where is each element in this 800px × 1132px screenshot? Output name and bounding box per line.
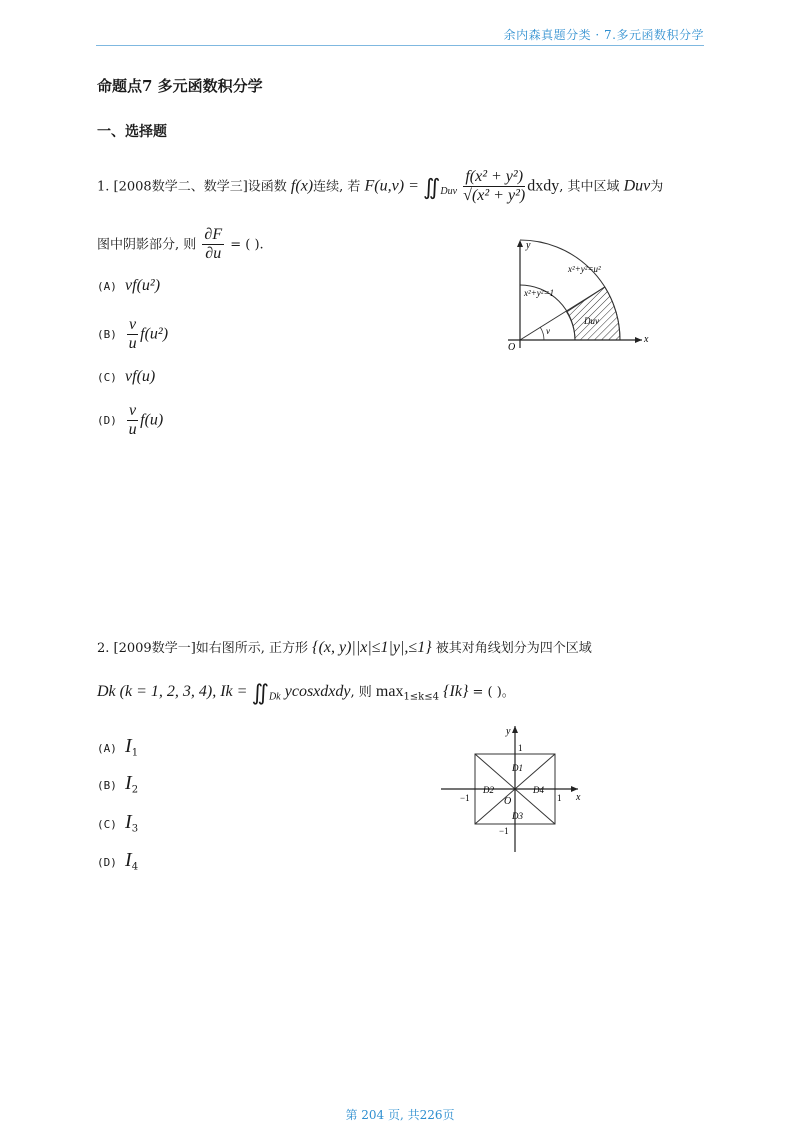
double-integral-sign: ∬ [251, 680, 269, 705]
double-integral-sign: ∬ [423, 174, 441, 200]
q2-option-d[interactable] [97, 849, 138, 873]
option-text: I [125, 849, 132, 871]
option-sub: 2 [131, 784, 139, 796]
q1-figure-quarter-circles [500, 236, 660, 360]
q1-text: = ( ). [230, 237, 264, 253]
option-text: I [125, 772, 132, 794]
option-sub: 1 [131, 747, 139, 759]
q1-option-b[interactable] [97, 316, 168, 354]
option-label: (C) [97, 818, 117, 831]
page-title: 命题点7 多元函数积分学 [97, 77, 263, 95]
option-text: I [125, 811, 132, 833]
option-label: (A) [97, 280, 117, 293]
fig1-outer-label: x²+y²=u² [568, 264, 601, 274]
q2-ik: {Ik} [443, 683, 469, 700]
q2-text: 被其对角线划分为四个区域 [435, 641, 592, 656]
option-den: u [128, 421, 137, 439]
fig2-tick-left: −1 [460, 793, 470, 803]
q1-int-domain: Duv [440, 185, 458, 197]
fig1-x-label: x [644, 334, 649, 345]
q1-option-d[interactable] [97, 402, 163, 440]
option-text: vf(u) [125, 368, 156, 385]
q1-stem-line1 [97, 168, 663, 206]
q1-du: ∂u [205, 245, 222, 263]
page-header: 余内森真题分类 · 7.多元函数积分学 [503, 28, 704, 42]
q1-option-c[interactable] [97, 368, 155, 386]
fig2-d1: D1 [512, 763, 523, 773]
fig2-tick-top: 1 [518, 743, 523, 753]
option-fraction [127, 316, 138, 354]
q2-source: 2. [2009数学一] [97, 641, 196, 656]
option-label: (B) [97, 328, 117, 342]
q1-region: Duv [623, 177, 651, 195]
fig1-origin: O [508, 342, 516, 353]
q1-Fuv: F(u,v) = [364, 177, 419, 195]
y-arrow-icon [512, 726, 518, 733]
q1-partial-fraction [202, 226, 224, 264]
fig2-d3: D3 [512, 811, 523, 821]
fig2-y-label: y [506, 726, 511, 737]
q1-text: 设函数 [247, 179, 287, 195]
option-label: (A) [97, 742, 117, 755]
q1-dxdy: dxdy [527, 177, 560, 195]
q1-den: √(x² + y²) [463, 187, 526, 205]
q2-text: 如右图所示, 正方形 [195, 641, 309, 656]
angle-arc [540, 327, 544, 340]
fig2-tick-right: 1 [557, 793, 562, 803]
q1-option-a[interactable] [97, 277, 160, 295]
q2-stem-line2 [97, 680, 515, 706]
q1-text: , 其中区域 [559, 179, 620, 195]
header-rule [96, 45, 704, 46]
q2-figure-square-diagonals [436, 720, 586, 856]
q2-integrand: ycosxdxdy [284, 683, 351, 700]
q2-max-sub: 1≤k≤4 [403, 691, 439, 703]
fig1-angle-label: v [546, 326, 550, 336]
q1-stem-line2 [97, 226, 264, 264]
fig2-d4: D4 [533, 785, 544, 795]
option-label: (D) [97, 856, 117, 869]
q1-text: 为 [650, 179, 664, 195]
option-label: (B) [97, 779, 117, 792]
q1-text: 图中阴影部分, 则 [97, 237, 197, 253]
fig2-x-label: x [576, 792, 581, 803]
q2-dk-ik: Dk (k = 1, 2, 3, 4), Ik = [97, 683, 248, 700]
q1-num: f(x² + y²) [463, 168, 525, 187]
q1-source: 1. [2008数学二、数学三] [97, 179, 248, 195]
q2-option-c[interactable] [97, 811, 138, 835]
q1-dF: ∂F [202, 226, 224, 245]
option-sub: 3 [131, 823, 139, 835]
q2-text: = ( )。 [472, 685, 515, 700]
fig2-d2: D2 [483, 785, 494, 795]
option-num: v [127, 402, 138, 421]
option-label: (C) [97, 371, 117, 384]
fig2-origin: O [504, 796, 512, 807]
q1-integrand-fraction [463, 168, 525, 206]
option-text: f(u) [140, 411, 164, 429]
option-text: vf(u²) [125, 277, 161, 294]
fig1-y-label: y [526, 240, 531, 251]
page-footer: 第 204 页, 共226页 [345, 1108, 455, 1122]
section-heading: 一、选择题 [97, 124, 167, 140]
q2-option-a[interactable] [97, 735, 138, 759]
x-arrow-icon [635, 337, 642, 343]
fig1-inner-label: x²+y²=1 [524, 288, 555, 298]
option-den: u [128, 335, 137, 353]
option-text: I [125, 735, 132, 757]
option-num: v [127, 316, 138, 335]
q1-text: 连续, 若 [313, 179, 361, 195]
y-arrow-icon [517, 240, 523, 247]
q2-option-b[interactable] [97, 772, 138, 796]
q2-text: , 则 [350, 685, 372, 700]
q2-stem-line1 [97, 637, 592, 657]
option-fraction [127, 402, 138, 440]
option-sub: 4 [131, 861, 139, 873]
q2-set: {(x, y)||x|≤1|y|,≤1} [312, 639, 432, 656]
option-label: (D) [97, 414, 117, 428]
q1-fx: f(x) [290, 177, 314, 195]
option-text: f(u²) [140, 325, 169, 343]
q2-max: max [375, 683, 404, 700]
q2-int-domain: Dk [268, 691, 281, 703]
fig1-region-label: Duv [584, 316, 599, 326]
fig2-tick-bottom: −1 [499, 826, 509, 836]
